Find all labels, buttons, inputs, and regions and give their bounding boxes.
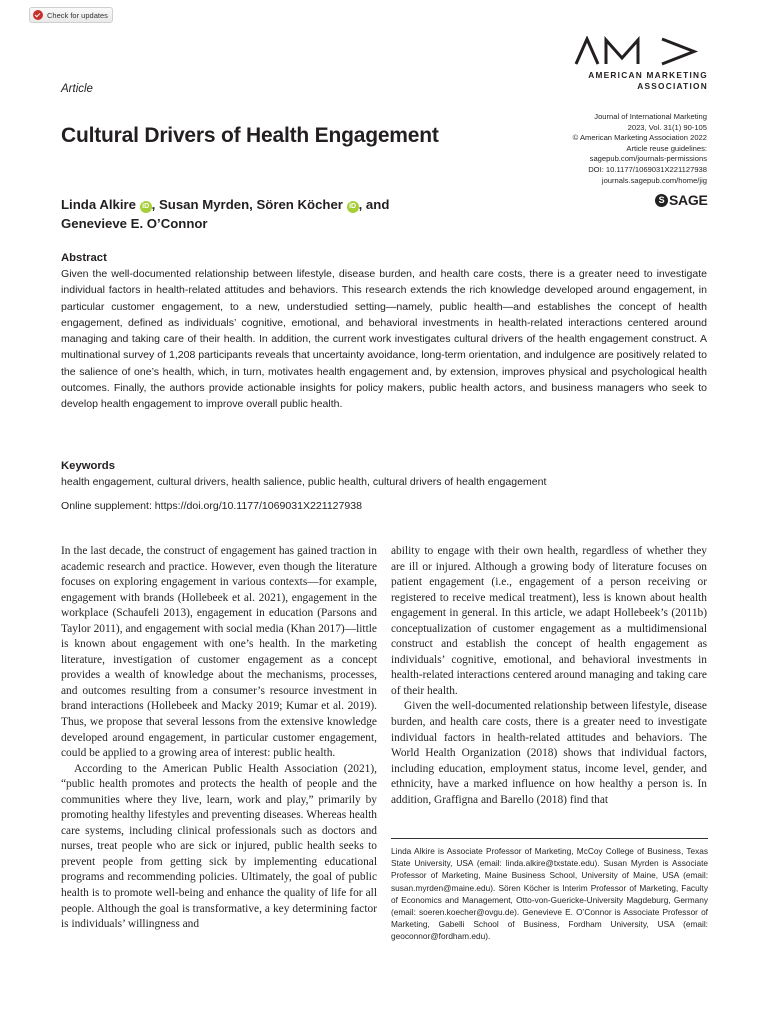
body-column-right: [391, 544, 707, 808]
check-for-updates-button[interactable]: [29, 7, 113, 23]
copyright: © American Marketing Association 2022: [572, 133, 707, 143]
author-list: [61, 196, 491, 233]
footnote-divider: [391, 838, 708, 839]
author-separator: , and: [358, 197, 390, 212]
keywords-text: health engagement, cultural drivers, health salience, public health, cultural drivers of health engagement: [61, 476, 547, 488]
orcid-icon[interactable]: iD: [140, 201, 152, 213]
article-title: Cultural Drivers of Health Engagement: [61, 124, 439, 147]
author-name[interactable]: Linda Alkire: [61, 197, 136, 212]
reuse-guidelines-label: Article reuse guidelines:: [626, 143, 707, 153]
check-for-updates-label: Check for updates: [47, 10, 108, 20]
journal-link[interactable]: journals.sagepub.com/home/jig: [601, 175, 707, 185]
body-paragraph: According to the American Public Health Association (2021), “public health promotes and protects the health of people and the communities where they live, learn, work and play,” primarily by promoting healthy lifestyles and preventing diseases. Whereas health care systems, including clinical professionals such as doctors and nurses, treat people who are sick or injured, public health seeks to prevent people from getting sick by implementing educational programs and recommending policies. Ultimately, the goal of public health is to promote well-being and enhance the quality of life for all people. Although the goal is transformative, a key determining factor is individuals’ willingness and: [61, 762, 377, 931]
journal-info: [507, 112, 707, 186]
journal-volume: 2023, Vol. 31(1) 90-105: [627, 122, 707, 132]
permissions-link[interactable]: sagepub.com/journals-permissions: [589, 154, 707, 164]
article-type-label: Article: [61, 83, 93, 95]
doi[interactable]: DOI: 10.1177/1069031X221127938: [588, 164, 707, 174]
orcid-icon[interactable]: iD: [347, 201, 359, 213]
body-column-left: [61, 544, 377, 933]
abstract-heading: Abstract: [61, 252, 107, 264]
journal-name: Journal of International Marketing: [594, 112, 707, 121]
body-paragraph: ability to engage with their own health, regardless of whether they are ill or injured. Although a growing body of literature focuses on patient engagement (i.e., engagement of a person receiving or registered to receive medical treatment), less is known about health engagement in general. In this article, we adapt Hollebeek’s (2011b) conceptualization of customer engagement as a multidimensional construct and establish the concept of health engagement as individuals’ cognitive, emotional, and behavioral investments in health-related interactions centered around managing and taking care of their health.: [391, 545, 707, 697]
online-supplement-link[interactable]: Online supplement: https://doi.org/10.1177/1069031X221127938: [61, 500, 363, 512]
check-icon: [33, 10, 43, 20]
publisher-name: AMERICAN MARKETING ASSOCIATION: [588, 70, 708, 91]
abstract-text: Given the well-documented relationship between lifestyle, disease burden, and health care costs, there is a greater need to investigate individual factors in health-related attitudes and behaviors. This research extends the rich knowledge developed around engagement, in particular customer engagement, to a new, understudied setting—namely, public health—and establishes the concept of health engagement, defined as individuals’ cognitive, emotional, and behavioral investments in health-related interactions centered around managing and taking care of their health. In addition, the current work investigates cultural drivers of the health engagement construct. A multinational survey of 1,208 participants reveals that uncertainty avoidance, long-term orientation, and indulgence are positively related to the salience of one’s health, which, in turn, motivates health engagement and, by extension, improves physical and psychological health outcomes. Finally, the authors provide actionable insights for policy makers, public health actors, and business managers who seek to develop health engagement to improve overall public health.: [61, 268, 707, 411]
keywords-heading: Keywords: [61, 460, 115, 472]
body-paragraph: In the last decade, the construct of engagement has gained traction in academic research and practice. However, even though the literature focuses on exploring engagement in various contexts—for example, engagement with brands (Hollebeek et al. 2021), engagement in the workplace (Schaufeli 2013), engagement in education (Parsons and Taylor 2011), and engagement with social media (Khan 2017)—little is known about engagement with one’s health. In the marketing literature, investigation of customer engagement as a concept provides a wealth of knowledge about the mechanisms, processes, and outcomes resulting from a consumer’s resource investment in brand interactions (Hollebeek and Macky 2019; Kumar et al. 2019). Thus, we propose that several lessons from the extensive knowledge developed around engagement, in particular customer engagement, could be applied to a growing area of interest: public health.: [61, 545, 377, 760]
author-name[interactable]: Genevieve E. O’Connor: [61, 215, 208, 231]
body-paragraph: Given the well-documented relationship between lifestyle, disease burden, and health care costs, there is a greater need to investigate individual factors in health-related attitudes and behaviors. The World Health Organization (2018) shows that individual factors, including education, employment status, income level, gender, and ethnicity, have a marked influence on how healthy a person is. In addition, Graffigna and Barello (2018) find that: [391, 700, 707, 806]
sage-logo: S SAGE: [655, 192, 707, 208]
author-affiliations-footnote: Linda Alkire is Associate Professor of Marketing, McCoy College of Business, Texas State University, USA (email: linda.alkire@txstate.edu). Susan Myrden is Associate Professor of Marketing, Maine Business School, University of Maine, USA (email: susan.myrden@maine.edu). Sören Köcher is Interim Professor of Marketing, Faculty of Economics and Management, Otto-von-Guericke-University Magdeburg, Germany (email: soeren.koecher@ovgu.de). Genevieve E. O’Connor is Associate Professor of Marketing, Gabelli School of Business, Fordham University, USA (email: geoconnor@fordham.edu).: [391, 846, 708, 942]
sage-s-icon: S: [655, 194, 668, 207]
author-names: , Susan Myrden, Sören Köcher: [151, 197, 343, 212]
